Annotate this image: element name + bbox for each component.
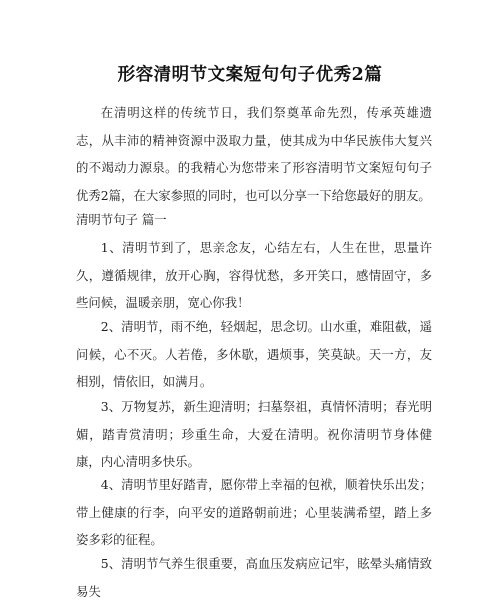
intro-paragraph: 在清明这样的传统节日，我们祭奠革命先烈，传承英雄遗志，从丰沛的精神资源中汲取力量，使其成为中华民族伟大复兴的不竭动力源泉。的我精心为您带来了形容清明节文案短句句子优秀2篇，在大家参照的同时，也可以分享一下给您最好的朋友。	[76, 105, 432, 203]
list-item: 3、万物复苏，新生迎清明；扫墓祭祖，真情怀清明；春光明媚，踏青赏清明；珍重生命，大爱在清明。祝你清明节身体健康，内心清明多快乐。	[76, 399, 432, 469]
section-heading: 清明节句子 篇一	[76, 212, 167, 227]
list-item: 1、清明节到了，思亲念友，心结左右，人生在世，思量许久，遵循规律，放开心胸，容得忧愁，多开笑口，感情固守，多些问候，温暖亲朋，宽心你我！	[76, 240, 432, 310]
list-item: 5、清明节气养生很重要，高血压发病应记牢，眩晕头痛情致易失	[76, 556, 432, 599]
document-title: 形容清明节文案短句句子优秀2篇	[117, 65, 383, 85]
list-item: 4、清明节里好踏青，愿你带上幸福的包袱，顺着快乐出发；带上健康的行李，向平安的道路朝前进；心里装满希望，踏上多姿多彩的征程。	[76, 477, 432, 547]
list-item: 2、清明节，雨不绝，轻烟起，思念切。山水重，难阻截，遥问候，心不灭。人若倦，多休歇，遇烦事，笑莫缺。天一方，友相别，情依旧，如满月。	[76, 319, 432, 389]
